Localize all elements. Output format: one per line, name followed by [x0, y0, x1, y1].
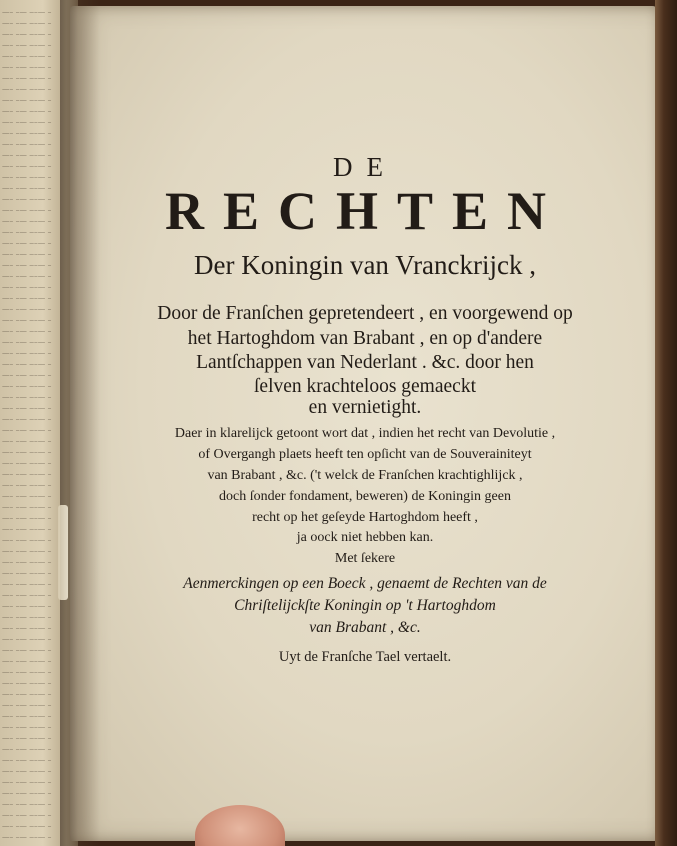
- paragraph-line: of Overgangh plaets heeft ten opſicht van de Souverainiteyt: [198, 447, 532, 462]
- page-tear: [58, 505, 68, 600]
- subtitle-line: en vernietight.: [308, 397, 422, 418]
- subtitle-line: het Hartoghdom van Brabant , en op d'andere: [187, 328, 543, 349]
- translation-note: Uyt de Franſche Tael vertaelt.: [278, 649, 452, 665]
- paragraph-line: recht op het geſeyde Hartoghdom heeft ,: [252, 510, 478, 525]
- paragraph-line: ja oock niet hebben kan.: [296, 530, 434, 545]
- left-page-text-fragment: —– –— ‒–— – —– –— ‒–— – —– –— ‒–— – —– –— ‒–— – —– –— ‒–— – —– –— ‒–— – —– –— ‒–— – —– –— ‒–— – —– –— ‒–— – —– –— ‒–— – —– –— ‒–— – —– –— ‒–— – —– –— ‒–— – —– –— ‒–— – —– –— ‒–— – —– –— ‒–— – —– –— ‒–— – —– –— ‒–— – —– –— ‒–— – —– –— ‒–— – —– –— ‒–— – —– –— ‒–— – —– –— ‒–— – —– –— ‒–— – —– –— ‒–— – —– –— ‒–— – —– –— ‒–— – —– –— ‒–— – —– –— ‒–— – —– –— ‒–— – —– –— ‒–— – —– –— ‒–— – —– –— ‒–— – —– –— ‒–— – —– –— ‒–— – —– –— ‒–— – —– –— ‒–— – —– –— ‒–— – —– –— ‒–— – —– –— ‒–— – —– –— ‒–— – —– –— ‒–— – —– –— ‒–— – —– –— ‒–— – —– –— ‒–— – —– –— ‒–— – —– –— ‒–— – —– –— ‒–— – —– –— ‒–— – —– –— ‒–— – —– –— ‒–— – —– –— ‒–— – —– –— ‒–— – —– –— ‒–— – —– –— ‒–— – —– –— ‒–— – —– –— ‒–— – —– –— ‒–— – —– –— ‒–— – —– –— ‒–— – —– –— ‒–— – —– –— ‒–— – —– –— ‒–— – —– –— ‒–— – —– –— ‒–— – —– –— ‒–— – —– –— ‒–— – —– –— ‒–— – —– –— ‒–— – —– –— ‒–— – —– –— ‒–— – —– –— ‒–— – —– –— ‒–— – —– –— ‒–— – —– –— ‒–— – —– –— ‒–— –: [2, 7, 52, 841]
- subtitle-line: ſelven krachteloos gemaeckt: [254, 376, 476, 397]
- subtitle-line: Lantſchappen van Nederlant . &c. door hen: [196, 352, 534, 373]
- italic-line: van Brabant , &c.: [309, 619, 421, 636]
- title-rechten: RECHTEN: [164, 181, 566, 241]
- paragraph-line: Daer in klarelijck getoont wort dat , indien het recht van Devolutie ,: [174, 426, 556, 441]
- title-de: DE: [333, 152, 397, 182]
- paragraph-line: van Brabant , &c. ('t welck de Franſchen krachtighlijck ,: [207, 468, 523, 483]
- title-page: [70, 0, 660, 846]
- met-sekere: Met ſekere: [334, 551, 396, 566]
- subtitle-line: Door de Franſchen gepretendeert , en voorgewend op: [157, 303, 573, 324]
- paragraph-line: doch ſonder fondament, beweren) de Koningin geen: [219, 489, 511, 504]
- italic-line: Aenmerckingen op een Boeck , genaemt de Rechten van de: [183, 575, 547, 592]
- italic-line: Chriſtelijckſte Koningin op 't Hartoghdom: [234, 597, 496, 614]
- title-koningin: Der Koningin van Vranckrijck ,: [193, 250, 537, 280]
